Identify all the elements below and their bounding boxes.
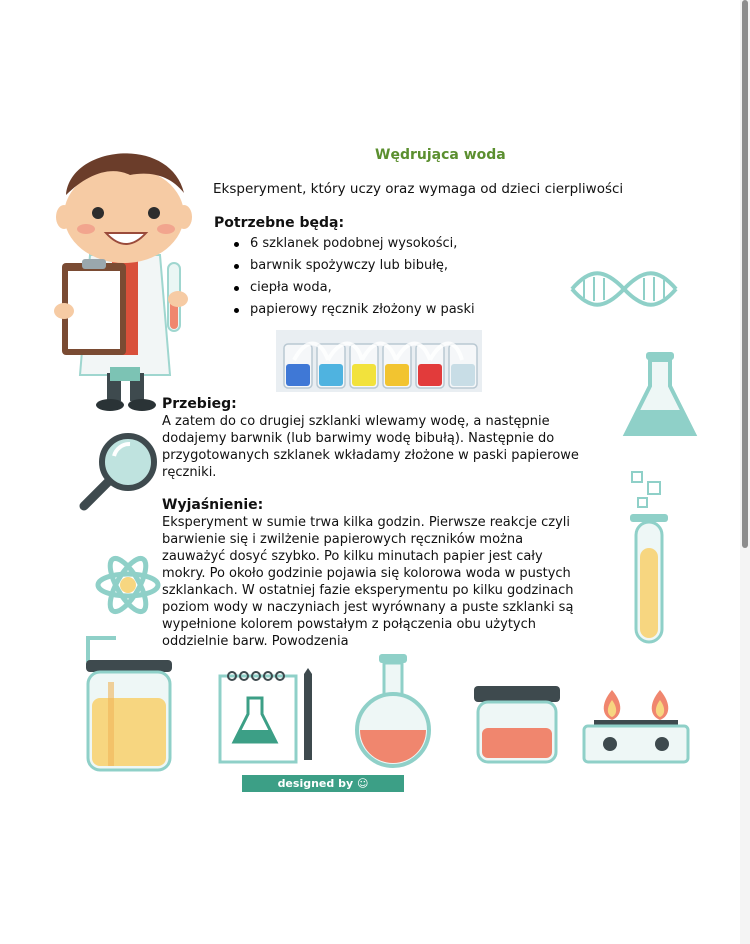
experiment-photo <box>276 330 482 392</box>
explanation-line: poziom wody w naczyniach jest wyrównany a puste szklanki są <box>162 600 574 615</box>
list-item: papierowy ręcznik złożony w paski <box>250 299 475 321</box>
photo-glass-water <box>418 364 442 386</box>
explanation-section <box>162 496 622 650</box>
photo-glass-water <box>319 364 343 386</box>
explanation-line: barwienie się i zwilżenie papierowych ręczników można <box>162 532 524 547</box>
page-title: Wędrująca woda <box>375 147 506 163</box>
explanation-line: Eksperyment w sumie trwa kilka godzin. Pierwsze reakcje czyli <box>162 515 571 530</box>
photo-glass-water <box>385 364 409 386</box>
page-subtitle: Eksperyment, który uczy oraz wymaga od dzieci cierpliwości <box>213 181 624 197</box>
needs-heading: Potrzebne będą: <box>214 215 345 231</box>
list-item: barwnik spożywczy lub bibułę, <box>250 255 475 277</box>
process-line: ręczniki. <box>162 465 217 480</box>
freepik-credit-badge[interactable]: designed by ☺ freepik.com <box>242 775 404 792</box>
explanation-line: wypełnione kolorem powstałym z połączenia obu użytych <box>162 617 536 632</box>
notepad-icon <box>218 668 318 764</box>
test-tube-icon <box>628 470 670 646</box>
scrollbar-thumb[interactable] <box>742 0 748 548</box>
lidded-jar-icon <box>472 684 562 766</box>
process-section <box>162 395 622 481</box>
scientist-boy-illustration <box>50 135 200 415</box>
photo-glass-water <box>352 364 376 386</box>
process-heading: Przebieg: <box>162 396 237 412</box>
process-line: przygotowanych szklanek wkładamy złożone w paski papierowe <box>162 448 579 463</box>
needs-list <box>214 233 475 321</box>
conical-flask-icon <box>624 352 696 440</box>
jar-with-tube-icon <box>80 634 178 774</box>
explanation-line: szklankach. W ostatniej fazie eksperymentu po kilku godzinach <box>162 583 574 598</box>
photo-glass-water <box>286 364 310 386</box>
list-item: 6 szklanek podobnej wysokości, <box>250 233 475 255</box>
atom-icon <box>96 550 160 620</box>
explanation-heading: Wyjaśnienie: <box>162 497 264 513</box>
round-flask-icon <box>352 652 434 768</box>
magnifying-glass-icon <box>78 430 160 512</box>
explanation-line: zauważyć dosyć szybko. Po kilku minutach papier jest cały <box>162 549 543 564</box>
photo-glass-water <box>451 364 475 386</box>
gas-burner-icon <box>580 686 692 766</box>
dna-icon <box>570 272 678 306</box>
list-item: ciepła woda, <box>250 277 475 299</box>
process-line: dodajemy barwnik (lub barwimy wodę bibułą). Następnie do <box>162 431 555 446</box>
glasses-photo-graphic <box>276 330 482 392</box>
process-line: A zatem do co drugiej szklanki wlewamy wodę, a następnie <box>162 414 550 429</box>
explanation-line: oddzielnie barw. Powodzenia <box>162 634 349 649</box>
explanation-line: mokry. Po około godzinie pojawia się kolorowa woda w pustych <box>162 566 571 581</box>
